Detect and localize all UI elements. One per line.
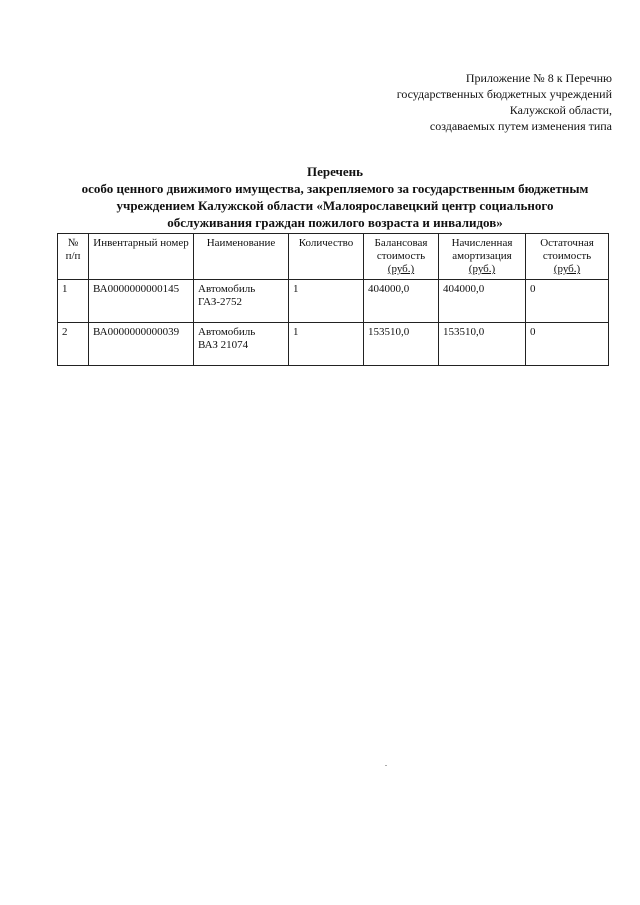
header-residual-unit: (руб.) <box>553 263 581 275</box>
scan-speck <box>385 765 387 766</box>
appendix-line: Калужской области, <box>509 103 612 117</box>
cell-quantity: 1 <box>289 323 364 366</box>
header-balance <box>364 234 439 280</box>
header-num: № п/п <box>58 234 89 280</box>
cell-quantity: 1 <box>289 280 364 323</box>
cell-name-line: ГАЗ-2752 <box>198 296 243 308</box>
cell-num: 2 <box>58 323 89 366</box>
cell-name <box>194 323 289 366</box>
header-balance-label: Балансовая стоимость <box>374 237 428 262</box>
table-header-row <box>58 234 609 280</box>
cell-name-line: Автомобиль <box>198 326 256 338</box>
table-row <box>58 280 609 323</box>
header-depreciation-label: Начисленная амортизация <box>451 237 513 262</box>
cell-name <box>194 280 289 323</box>
cell-name-line: Автомобиль <box>198 283 256 295</box>
header-quantity: Количество <box>289 234 364 280</box>
header-residual-label: Остаточная стоимость <box>540 237 594 262</box>
cell-depreciation: 404000,0 <box>439 280 526 323</box>
appendix-note <box>312 70 612 134</box>
cell-balance: 404000,0 <box>364 280 439 323</box>
table-row <box>58 323 609 366</box>
document-title <box>40 163 630 231</box>
cell-residual: 0 <box>526 280 609 323</box>
title-line: особо ценного движимого имущества, закрепляемого за государственным бюджетным <box>81 181 589 196</box>
cell-num: 1 <box>58 280 89 323</box>
title-heading: Перечень <box>306 164 364 179</box>
appendix-line: создаваемых путем изменения типа <box>429 119 612 133</box>
header-depreciation <box>439 234 526 280</box>
title-line: обслуживания граждан пожилого возраста и инвалидов» <box>167 215 503 230</box>
header-name: Наименование <box>194 234 289 280</box>
cell-name-line: ВАЗ 21074 <box>198 339 249 351</box>
title-line: учреждением Калужской области «Малоярославецкий центр социального <box>116 198 554 213</box>
header-residual <box>526 234 609 280</box>
header-balance-unit: (руб.) <box>387 263 415 275</box>
cell-depreciation: 153510,0 <box>439 323 526 366</box>
header-inventory: Инвентарный номер <box>89 234 194 280</box>
appendix-line: государственных бюджетных учреждений <box>396 87 612 101</box>
cell-residual: 0 <box>526 323 609 366</box>
assets-table <box>57 233 609 366</box>
cell-balance: 153510,0 <box>364 323 439 366</box>
header-depreciation-unit: (руб.) <box>468 263 496 275</box>
appendix-line: Приложение № 8 к Перечню <box>465 71 612 85</box>
cell-inventory: ВА0000000000145 <box>89 280 194 323</box>
cell-inventory: ВА0000000000039 <box>89 323 194 366</box>
